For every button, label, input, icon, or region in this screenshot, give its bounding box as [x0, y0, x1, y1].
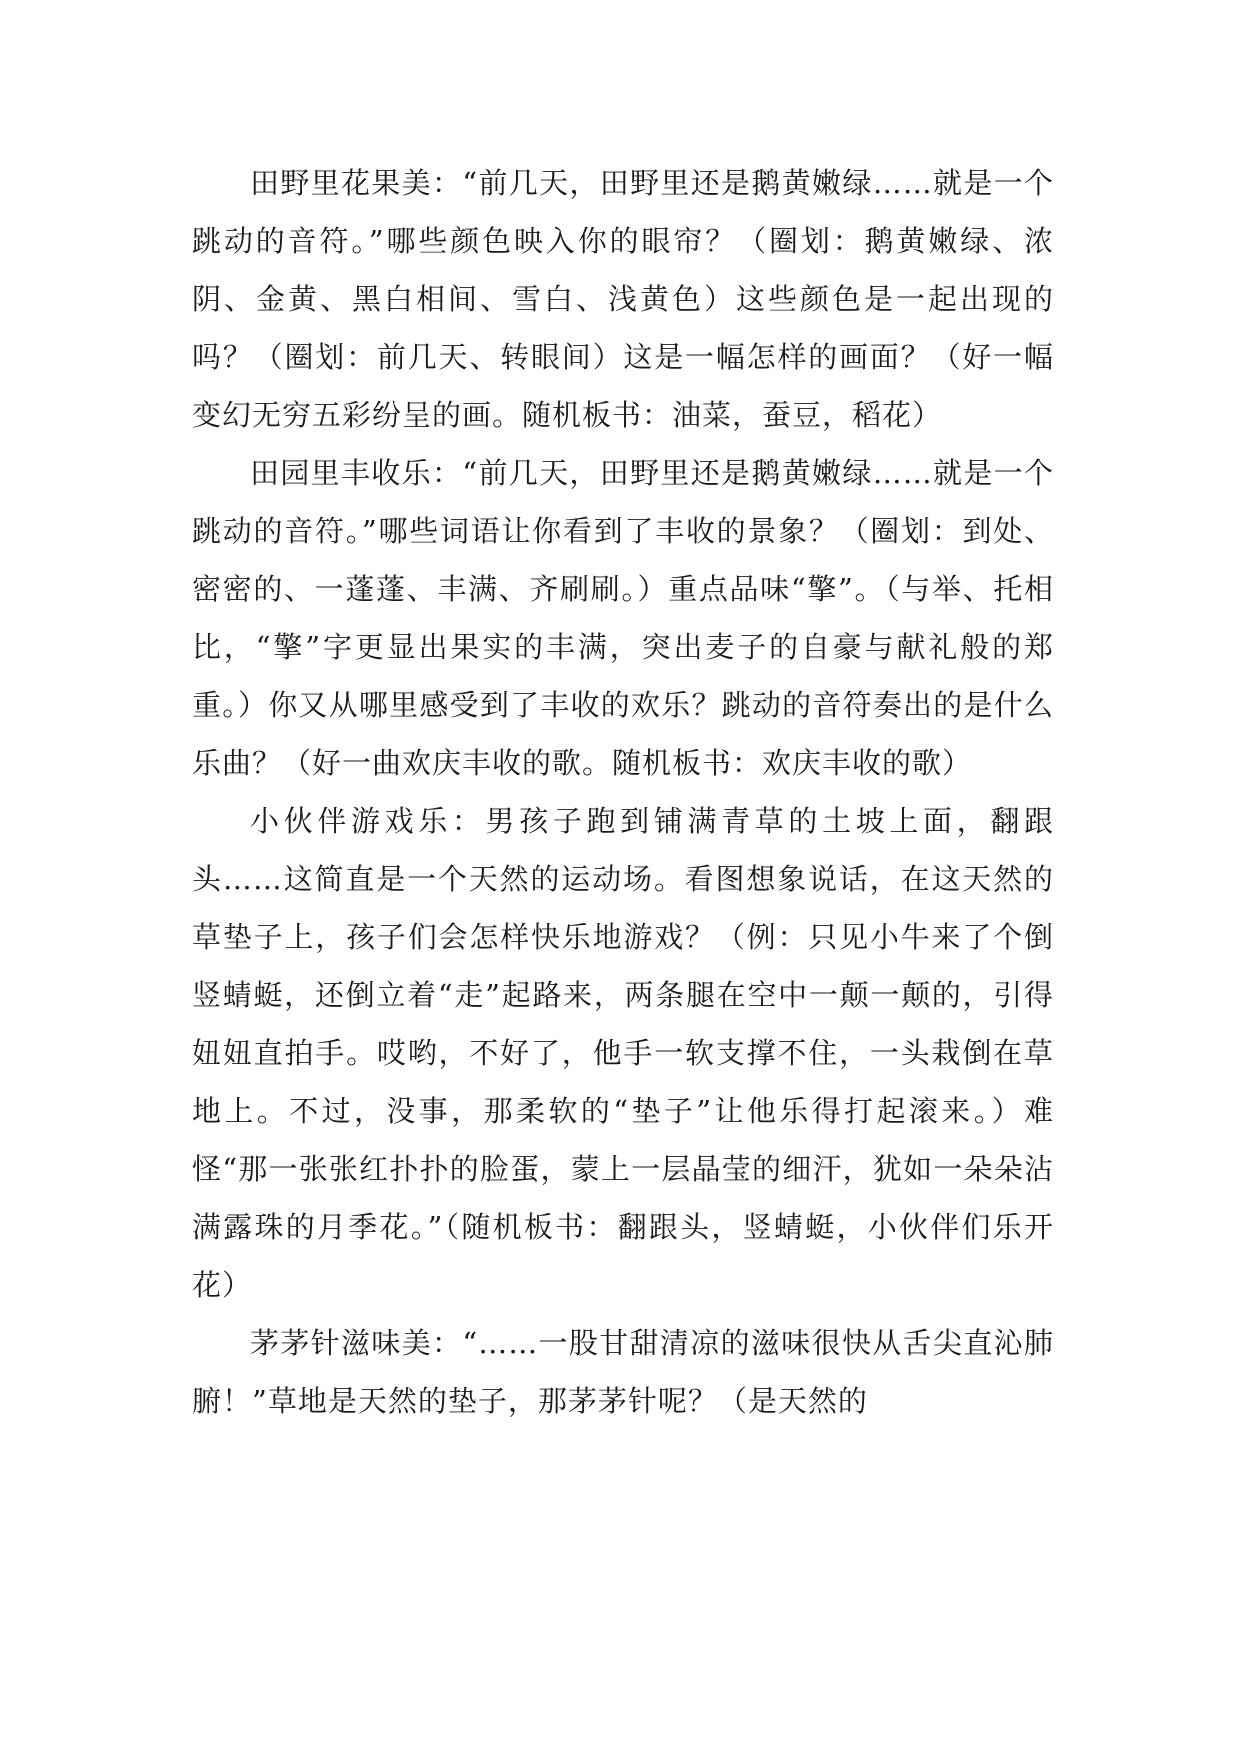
paragraph-maomao-needle: 茅茅针滋味美：“……一股甘甜清凉的滋味很快从舌尖直沁肺腑！”草地是天然的垫子，那茅茅针呢？（是天然的 — [192, 1326, 1054, 1418]
paragraph-children-games: 小伙伴游戏乐：男孩子跑到铺满青草的土坡上面，翻跟头……这简直是一个天然的运动场。看图想象说话，在这天然的草垫子上，孩子们会怎样快乐地游戏？（例：只见小牛来了个倒竖蜻蜓，还倒立着“走”起路来，两条腿在空中一颠一颠的，引得妞妞直拍手。哎哟，不好了，他手一软支撑不住，一头栽倒在草地上。不过，没事，那柔软的“垫子”让他乐得打起滚来。）难怪“那一张张红扑扑的脸蛋，蒙上一层晶莹的细汗，犹如一朵朵沾满露珠的月季花。”（随机板书：翻跟头，竖蜻蜓，小伙伴们乐开花） — [192, 804, 1054, 1302]
document-body — [192, 154, 1054, 1430]
paragraph-field-flowers: 田野里花果美：“前几天，田野里还是鹅黄嫩绿……就是一个跳动的音符。”哪些颜色映入你的眼帘？（圈划：鹅黄嫩绿、浓阴、金黄、黑白相间、雪白、浅黄色）这些颜色是一起出现的吗？（圈划：前几天、转眼间）这是一幅怎样的画面？（好一幅变幻无穷五彩纷呈的画。随机板书：油菜，蚕豆，稻花） — [192, 166, 1054, 432]
paragraph-harvest-joy: 田园里丰收乐：“前几天，田野里还是鹅黄嫩绿……就是一个跳动的音符。”哪些词语让你看到了丰收的景象？（圈划：到处、密密的、一蓬蓬、丰满、齐刷刷。）重点品味“擎”。（与举、托相比，“擎”字更显出果实的丰满，突出麦子的自豪与献礼般的郑重。）你又从哪里感受到了丰收的欢乐？跳动的音符奏出的是什么乐曲？（好一曲欢庆丰收的歌。随机板书：欢庆丰收的歌） — [192, 456, 1054, 780]
